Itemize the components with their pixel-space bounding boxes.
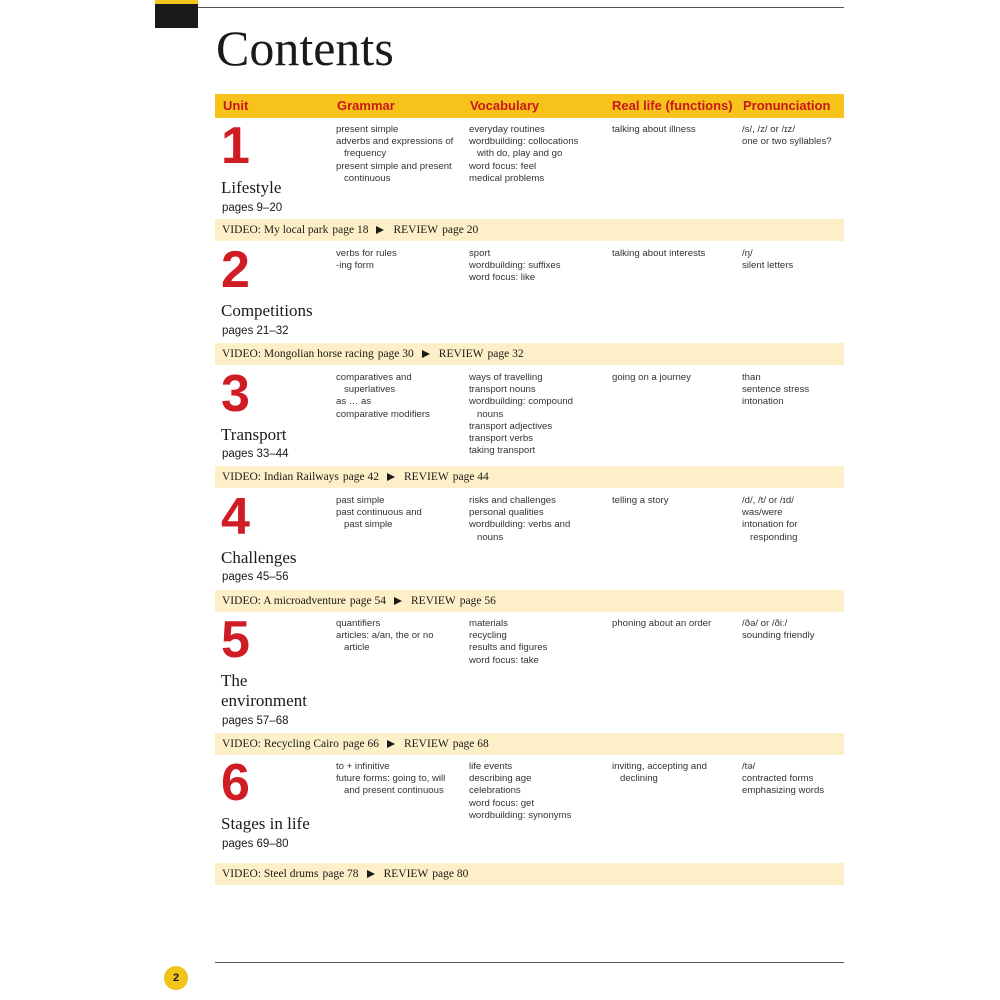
- unit-grammar: [336, 248, 461, 272]
- unit-grammar: [336, 618, 461, 655]
- list-item: celebrations: [469, 785, 521, 797]
- video-review-strip: [215, 343, 844, 365]
- unit-title: Challenges: [221, 548, 297, 567]
- unit-row: [215, 242, 844, 342]
- list-item: wordbuilding: synonyms: [469, 809, 572, 821]
- list-item: taking transport: [469, 445, 536, 457]
- arrow-right-icon: [376, 226, 384, 234]
- unit-pages: pages 69–80: [222, 838, 289, 850]
- list-item: responding: [750, 531, 798, 543]
- list-item: with do, play and go: [477, 148, 563, 160]
- unit-vocabulary: [469, 618, 604, 667]
- list-item: transport nouns: [469, 384, 536, 396]
- unit-vocabulary: [469, 761, 604, 822]
- unit-number: 2: [221, 241, 250, 299]
- unit-pronunciation: [742, 372, 842, 409]
- video-review-strip: [215, 733, 844, 755]
- unit-grammar: [336, 124, 461, 185]
- unit-pronunciation: [742, 495, 842, 544]
- list-item: talking about illness: [612, 124, 696, 135]
- review-label: REVIEW: [411, 595, 456, 607]
- header-grammar: Grammar: [337, 98, 395, 113]
- list-item: contracted forms: [742, 773, 814, 785]
- list-item: adverbs and expressions of: [336, 136, 454, 148]
- list-item: present simple and present: [336, 160, 452, 172]
- unit-grammar: [336, 372, 461, 421]
- list-item: ways of travelling: [469, 372, 543, 383]
- list-item: everyday routines: [469, 124, 545, 135]
- list-item: wordbuilding: suffixes: [469, 260, 561, 272]
- header-pronunciation: Pronunciation: [743, 98, 831, 113]
- list-item: future forms: going to, will: [336, 773, 446, 785]
- header-unit: Unit: [223, 98, 249, 113]
- header-real-life: Real life (functions): [612, 98, 733, 113]
- list-item: personal qualities: [469, 507, 544, 519]
- review-label: REVIEW: [438, 348, 484, 360]
- list-item: results and figures: [469, 642, 548, 654]
- list-item: emphasizing words: [742, 785, 825, 797]
- unit-vocabulary: [469, 372, 604, 457]
- unit-real-life: [612, 248, 732, 260]
- video-label: VIDEO: Steel drums: [222, 868, 319, 880]
- list-item: articles: a/an, the or no: [336, 630, 434, 642]
- unit-grammar: [336, 761, 461, 798]
- list-item: was/were: [742, 507, 783, 519]
- list-item: article: [344, 642, 370, 654]
- list-item: /ŋ/: [742, 248, 753, 259]
- list-item: risks and challenges: [469, 495, 556, 506]
- unit-real-life: [612, 495, 732, 507]
- list-item: silent letters: [742, 260, 794, 272]
- review-page: page 56: [459, 595, 496, 607]
- list-item: phoning about an order: [612, 618, 712, 629]
- list-item: word focus: take: [469, 654, 539, 666]
- unit-vocabulary: [469, 124, 604, 185]
- list-item: transport verbs: [469, 433, 533, 445]
- video-page: page 42: [342, 471, 379, 483]
- list-item: comparatives and: [336, 372, 412, 383]
- arrow-right-icon: [367, 870, 375, 878]
- arrow-right-icon: [394, 597, 402, 605]
- list-item: past continuous and: [336, 507, 422, 519]
- review-page: page 32: [487, 348, 524, 360]
- list-item: medical problems: [469, 172, 545, 184]
- unit-number: 3: [221, 365, 250, 423]
- list-item: than: [742, 372, 761, 383]
- unit-pages: pages 45–56: [222, 571, 289, 583]
- list-item: telling a story: [612, 495, 669, 506]
- unit-title: Lifestyle: [221, 178, 282, 197]
- unit-number: 5: [221, 611, 250, 669]
- list-item: /ðə/ or /ðiː/: [742, 618, 788, 629]
- list-item: wordbuilding: verbs and: [469, 519, 571, 531]
- review-label: REVIEW: [404, 471, 449, 483]
- list-item: -ing form: [336, 260, 374, 272]
- unit-grammar: [336, 495, 461, 532]
- list-item: materials: [469, 618, 508, 629]
- video-page: page 78: [322, 868, 359, 880]
- header-vocabulary: Vocabulary: [470, 98, 540, 113]
- list-item: to + infinitive: [336, 761, 390, 772]
- review-page: page 80: [432, 868, 469, 880]
- list-item: frequency: [344, 148, 387, 160]
- unit-real-life: [612, 761, 732, 785]
- unit-vocabulary: [469, 248, 604, 285]
- unit-row: [215, 366, 844, 466]
- video-page: page 30: [377, 348, 414, 360]
- unit-pronunciation: [742, 618, 842, 642]
- list-item: wordbuilding: compound: [469, 396, 573, 408]
- unit-pages: pages 21–32: [222, 325, 289, 337]
- list-item: and present continuous: [344, 785, 444, 797]
- review-page: page 68: [452, 738, 489, 750]
- list-item: one or two syllables?: [742, 136, 832, 148]
- list-item: talking about interests: [612, 248, 706, 259]
- list-item: going on a journey: [612, 372, 691, 383]
- list-item: word focus: like: [469, 272, 536, 284]
- unit-number: 1: [221, 117, 250, 175]
- unit-pages: pages 33–44: [222, 448, 289, 460]
- list-item: nouns: [477, 408, 504, 420]
- unit-real-life: [612, 372, 732, 384]
- list-item: /s/, /z/ or /ɪz/: [742, 124, 795, 135]
- list-item: word focus: get: [469, 797, 535, 809]
- list-item: quantifiers: [336, 618, 381, 629]
- list-item: sounding friendly: [742, 630, 815, 642]
- list-item: superlatives: [344, 384, 396, 396]
- page-title: Contents: [216, 20, 394, 76]
- list-item: as … as: [336, 396, 372, 408]
- review-label: REVIEW: [393, 224, 439, 236]
- video-page: page 66: [342, 738, 379, 750]
- unit-number: 6: [221, 754, 250, 812]
- video-label: VIDEO: A microadventure: [222, 595, 346, 607]
- list-item: comparative modifiers: [336, 408, 430, 420]
- review-label: REVIEW: [383, 868, 429, 880]
- unit-real-life: [612, 124, 732, 136]
- list-item: past simple: [336, 495, 385, 506]
- unit-row: [215, 118, 844, 218]
- list-item: past simple: [344, 519, 393, 531]
- unit-pronunciation: [742, 124, 842, 148]
- unit-title: Competitions: [221, 301, 313, 320]
- review-page: page 44: [452, 471, 489, 483]
- video-label: VIDEO: My local park: [222, 224, 329, 236]
- list-item: sentence stress: [742, 384, 810, 396]
- unit-vocabulary: [469, 495, 604, 544]
- list-item: intonation for: [742, 519, 798, 531]
- unit-pronunciation: [742, 761, 842, 798]
- unit-row: [215, 755, 844, 862]
- bottom-rule: [215, 962, 844, 963]
- top-rule: [198, 7, 844, 8]
- arrow-right-icon: [422, 350, 430, 358]
- list-item: /d/, /t/ or /ɪd/: [742, 495, 794, 506]
- list-item: /tə/: [742, 761, 756, 772]
- review-label: REVIEW: [403, 738, 449, 750]
- arrow-right-icon: [387, 740, 395, 748]
- list-item: present simple: [336, 124, 399, 135]
- unit-title: The environment: [221, 671, 307, 710]
- list-item: life events: [469, 761, 513, 772]
- video-label: VIDEO: Mongolian horse racing: [222, 348, 374, 360]
- list-item: transport adjectives: [469, 420, 553, 432]
- unit-pages: pages 9–20: [222, 202, 283, 214]
- list-item: intonation: [742, 396, 784, 408]
- video-label: VIDEO: Recycling Cairo: [222, 738, 339, 750]
- review-page: page 20: [442, 224, 479, 236]
- list-item: inviting, accepting and: [612, 761, 707, 772]
- unit-number: 4: [221, 488, 250, 546]
- video-page: page 18: [332, 224, 369, 236]
- video-review-strip: [215, 466, 844, 488]
- list-item: word focus: feel: [469, 160, 537, 172]
- unit-pages: pages 57–68: [222, 715, 289, 727]
- unit-row: [215, 612, 844, 732]
- video-label: VIDEO: Indian Railways: [222, 471, 339, 483]
- list-item: continuous: [344, 172, 391, 184]
- video-review-strip: [215, 219, 844, 241]
- list-item: nouns: [477, 531, 504, 543]
- video-review-strip: [215, 590, 844, 612]
- list-item: sport: [469, 248, 491, 259]
- unit-real-life: [612, 618, 732, 630]
- arrow-right-icon: [387, 473, 395, 481]
- list-item: recycling: [469, 630, 507, 642]
- list-item: wordbuilding: collocations: [469, 136, 579, 148]
- list-item: verbs for rules: [336, 248, 397, 259]
- list-item: declining: [620, 773, 658, 785]
- unit-row: [215, 489, 844, 589]
- unit-pronunciation: [742, 248, 842, 272]
- contents-header-bar: [215, 94, 844, 118]
- unit-title: Transport: [221, 425, 287, 444]
- unit-title: Stages in life: [221, 814, 310, 833]
- video-page: page 54: [349, 595, 387, 607]
- list-item: describing age: [469, 773, 532, 785]
- corner-tab: [155, 0, 198, 28]
- video-review-strip: [215, 863, 844, 885]
- page-number-badge: 2: [164, 966, 188, 990]
